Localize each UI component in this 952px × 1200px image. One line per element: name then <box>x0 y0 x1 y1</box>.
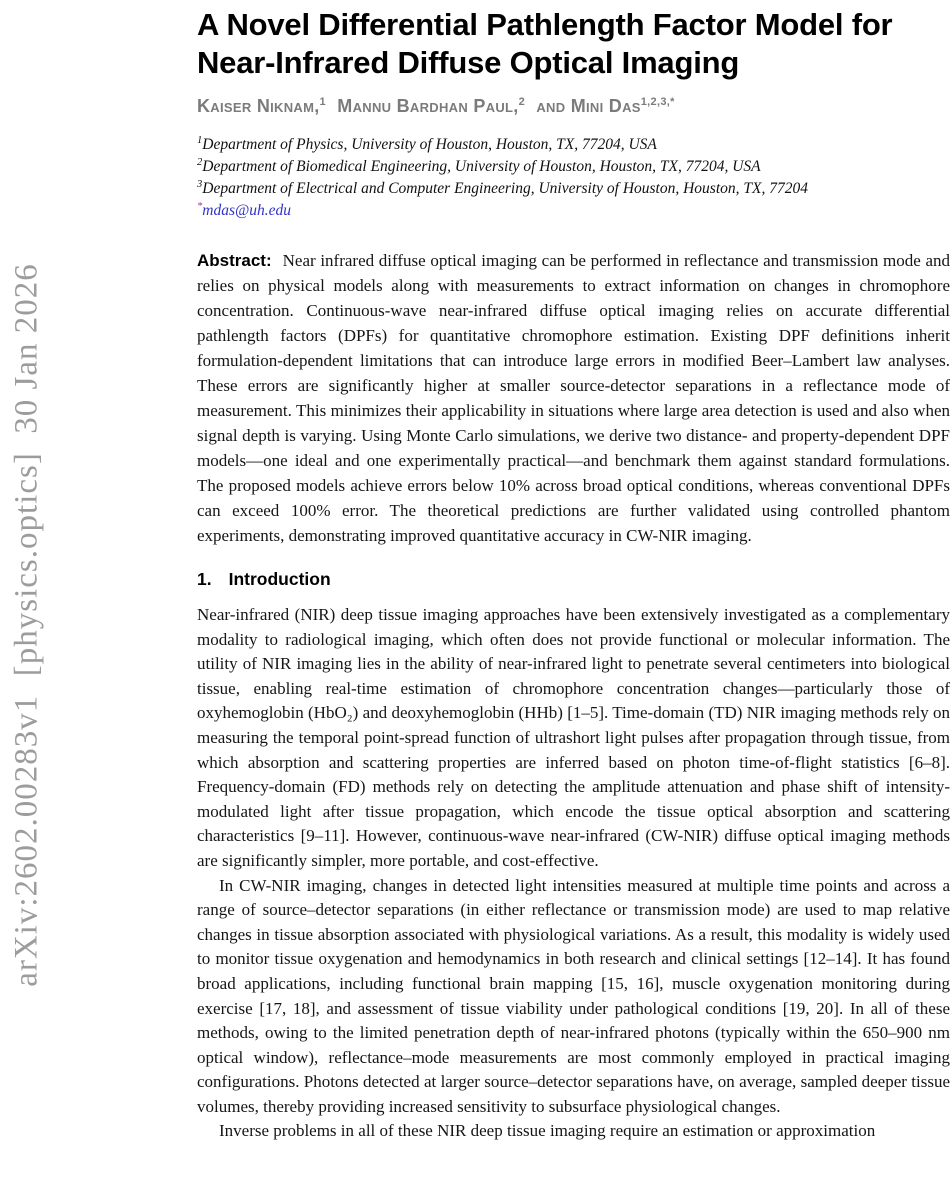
author-1-affmark: 1 <box>319 96 326 108</box>
section-heading-introduction <box>197 569 950 590</box>
author-2-name: Mannu Bardhan Paul, <box>337 96 519 116</box>
introduction-body <box>197 603 950 1144</box>
affiliation-1-text: Department of Physics, University of Houston, Houston, TX, 77204, USA <box>202 136 657 153</box>
paragraph: Inverse problems in all of these NIR deep tissue imaging require an estimation or approximation <box>219 1121 876 1141</box>
arxiv-watermark: arXiv:2602.00283v1 [physics.optics] 30 Jan 2026 <box>8 263 45 987</box>
abstract-text: Near infrared diffuse optical imaging can be performed in reflectance and transmission mode and relies on physical models along with measurements to extract information on changes in chromophore concentration. Continuous-wave near-infrared diffuse optical imaging relies on accurate differential pathlength factors (DPFs) for quantitative chromophore estimation. Existing DPF definitions inherit formulation-dependent limitations that can introduce large errors in modified Beer–Lambert law analyses. These errors are significantly higher at smaller source-detector separations in a reflectance mode of measurement. This minimizes their applicability in situations where large area detection is used and also when signal depth is varying. Using Monte Carlo simulations, we derive two distance- and property-dependent DPF models—one ideal and one experimentally practical—and benchmark them against standard formulations. The proposed models achieve errors below 10% across broad optical conditions, whereas conventional DPFs can exceed 100% error. The theoretical predictions are further validated using controlled phantom experiments, demonstrating improved quantitative accuracy in CW-NIR imaging. <box>197 251 950 545</box>
affiliation-2-text: Department of Biomedical Engineering, University of Houston, Houston, TX, 77204, USA <box>202 158 761 175</box>
paragraph: Near-infrared (NIR) deep tissue imaging approaches have been extensively investigated as a complementary modality to radiological imaging, which often does not provide functional or molecular information. The utility of NIR imaging lies in the ability of near-infrared light to penetrate several centimeters into biological tissue, enabling real-time estimation of chromophore concentration changes—particularly those of oxyhemoglobin (HbO₂) and deoxyhemoglobin (HHb) [1–5]. Time-domain (TD) NIR imaging methods rely on measuring the temporal point-spread function of ultrashort light pulses after propagation through tissue, from which absorption and scattering properties are inferred based on photon time-of-flight statistics [6–8]. Frequency-domain (FD) methods rely on detecting the amplitude attenuation and phase shift of intensity-modulated light after tissue propagation, which encode the tissue optical absorption and scattering characteristics [9–11]. However, continuous-wave near-infrared (CW-NIR) diffuse optical imaging methods are significantly simpler, more portable, and cost-effective. <box>197 605 950 870</box>
abstract <box>197 248 950 548</box>
author-1-name: Kaiser Niknam, <box>197 96 320 116</box>
paper-title-line1: A Novel Differential Pathlength Factor Model for <box>197 7 893 42</box>
paper-title <box>197 6 950 82</box>
paper-content <box>197 0 950 1144</box>
author-1 <box>197 96 326 116</box>
affiliation-3 <box>197 178 950 200</box>
author-3-name: and Mini Das <box>536 96 641 116</box>
affiliation-3-mark: 3 <box>197 178 203 190</box>
affiliation-2 <box>197 156 950 178</box>
author-2 <box>337 96 525 116</box>
contact-line <box>197 200 950 221</box>
section-title: Introduction <box>228 569 331 589</box>
affiliation-2-mark: 2 <box>197 156 203 168</box>
author-3-affmark: 1,2,3,* <box>640 96 675 108</box>
author-3 <box>536 96 674 116</box>
paper-title-line2: Near-Infrared Diffuse Optical Imaging <box>197 45 740 80</box>
affiliation-3-text: Department of Electrical and Computer Engineering, University of Houston, Houston, TX, 77204 <box>202 180 808 197</box>
affiliations <box>197 134 950 221</box>
affiliation-1-mark: 1 <box>197 134 203 146</box>
author-2-affmark: 2 <box>518 96 526 108</box>
abstract-label: Abstract: <box>197 251 272 270</box>
corresponding-author-mark: * <box>197 200 203 212</box>
paragraph: In CW-NIR imaging, changes in detected light intensities measured at multiple time points and across a range of source–detector separations (in either reflectance or transmission mode) are used to map relative changes in tissue absorption associated with physiological variations. As a result, this modality is widely used to monitor tissue oxygenation and hemodynamics in both research and clinical settings [12–14]. It has found broad applications, including functional brain mapping [15, 16], muscle oxygenation monitoring during exercise [17, 18], and assessment of tissue viability under pathological conditions [19, 20]. In all of these methods, owing to the limited penetration depth of near-infrared photons (typically within the 650–900 nm optical window), reflectance–mode measurements are most commonly employed in practical imaging configurations. Photons detected at larger source–detector separations have, on average, sampled deeper tissue volumes, thereby providing increased sensitivity to subsurface physiological changes. <box>197 875 950 1116</box>
affiliation-1 <box>197 134 950 156</box>
contact-email-link[interactable]: mdas@uh.edu <box>202 202 291 219</box>
section-number: 1. <box>197 569 212 589</box>
author-line <box>197 96 950 117</box>
